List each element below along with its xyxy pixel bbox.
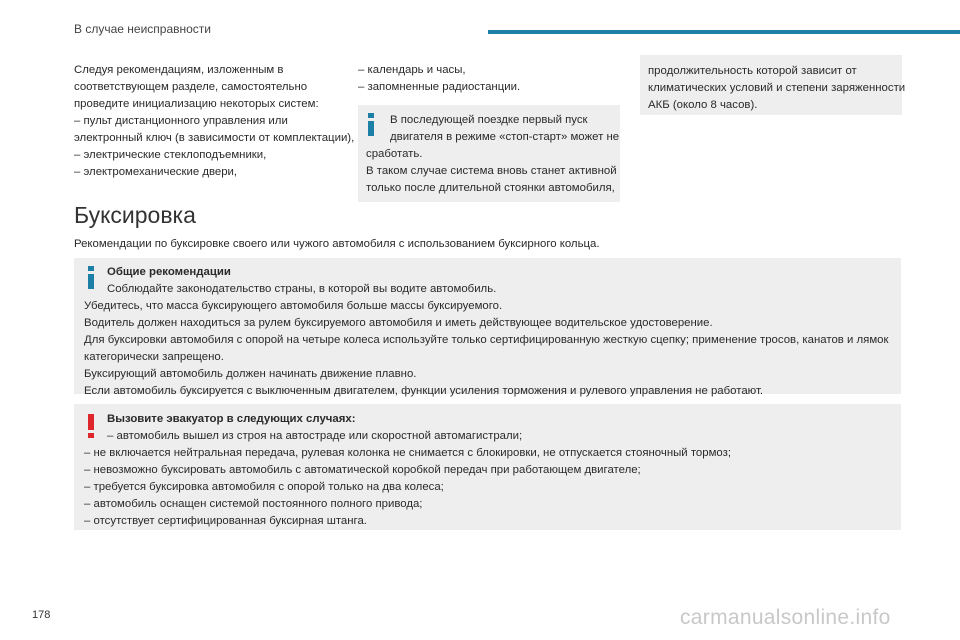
list-item: – невозможно буксировать автомобиль с автоматической коробкой передач при работающем двигателе; bbox=[84, 464, 641, 476]
general-text-line: Буксирующий автомобиль должен начинать движение плавно. bbox=[84, 368, 417, 380]
general-text-line: Если автомобиль буксируется с выключенным двигателем, функции усиления торможения и рулевого управления не работают. bbox=[84, 385, 764, 397]
list-item: – электрические стеклоподъемники, bbox=[74, 149, 267, 161]
list-item: – пульт дистанционного управления или bbox=[74, 115, 288, 127]
text-line: электронный ключ (в зависимости от комплектации), bbox=[74, 132, 355, 144]
info-text-line: АКБ (около 8 часов). bbox=[648, 99, 758, 111]
stop-start-info-continuation bbox=[640, 55, 906, 115]
info-icon bbox=[88, 266, 94, 289]
section-intro: Рекомендации по буксировке своего или чужого автомобиля с использованием буксирного кольца. bbox=[74, 238, 600, 250]
section-title: Буксировка bbox=[74, 202, 196, 228]
tow-heading: Вызовите эвакуатор в следующих случаях: bbox=[107, 413, 356, 425]
list-item: – календарь и часы, bbox=[358, 64, 466, 76]
text-line: проведите инициализацию некоторых систем: bbox=[74, 98, 319, 110]
column-3 bbox=[640, 55, 906, 115]
info-text-line: продолжительность которой зависит от bbox=[648, 65, 857, 77]
info-text-line: только после длительной стоянки автомобиля, bbox=[366, 182, 615, 194]
general-text-line: Убедитесь, что масса буксирующего автомобиля больше массы буксируемого. bbox=[84, 300, 503, 312]
text-line: Следуя рекомендациям, изложенным в bbox=[74, 64, 284, 76]
general-recommendations-box bbox=[74, 258, 901, 397]
info-text-line: В последующей поездке первый пуск bbox=[390, 114, 588, 126]
warning-icon bbox=[88, 414, 94, 438]
info-text-line: В таком случае система вновь станет активной bbox=[366, 165, 617, 177]
general-text-line: Соблюдайте законодательство страны, в которой вы водите автомобиль. bbox=[107, 283, 497, 295]
list-item: – требуется буксировка автомобиля с опорой только на два колеса; bbox=[84, 481, 444, 493]
list-item: – запомненные радиостанции. bbox=[358, 81, 521, 93]
general-text-line: Для буксировки автомобиля с опорой на четыре колеса используйте только сертифицированную жесткую сцепку; применение тросов, канатов и лямок bbox=[84, 334, 889, 346]
general-text-line: категорически запрещено. bbox=[84, 351, 224, 363]
general-text-line: Водитель должен находиться за рулем буксируемого автомобиля и иметь действующее водительское удостоверение. bbox=[84, 317, 713, 329]
info-icon bbox=[368, 113, 374, 136]
watermark: carmanualsonline.info bbox=[680, 606, 891, 629]
list-item: – не включается нейтральная передача, рулевая колонка не снимается с блокировки, не отпускается стояночный тормоз; bbox=[84, 447, 732, 459]
page-number: 178 bbox=[32, 609, 51, 621]
list-item: – отсутствует сертифицированная буксирная штанга. bbox=[84, 515, 367, 527]
column-1 bbox=[74, 62, 355, 181]
list-item: – автомобиль оснащен системой постоянного полного привода; bbox=[84, 498, 423, 510]
general-heading: Общие рекомендации bbox=[107, 266, 231, 278]
tow-truck-warning-box bbox=[74, 404, 901, 530]
page-header-title: В случае неисправности bbox=[74, 22, 211, 36]
info-text-line: сработать. bbox=[366, 148, 423, 160]
text-line: соответствующем разделе, самостоятельно bbox=[74, 81, 308, 93]
header-accent-rule bbox=[488, 30, 960, 34]
info-text-line: двигателя в режиме «стоп-старт» может не bbox=[390, 131, 620, 143]
info-text-line: климатических условий и степени заряженности bbox=[648, 82, 906, 94]
list-item: – электромеханические двери, bbox=[74, 166, 238, 178]
column-2 bbox=[358, 62, 620, 202]
list-item: – автомобиль вышел из строя на автостраде или скоростной автомагистрали; bbox=[107, 430, 523, 442]
stop-start-info-box bbox=[358, 105, 620, 202]
